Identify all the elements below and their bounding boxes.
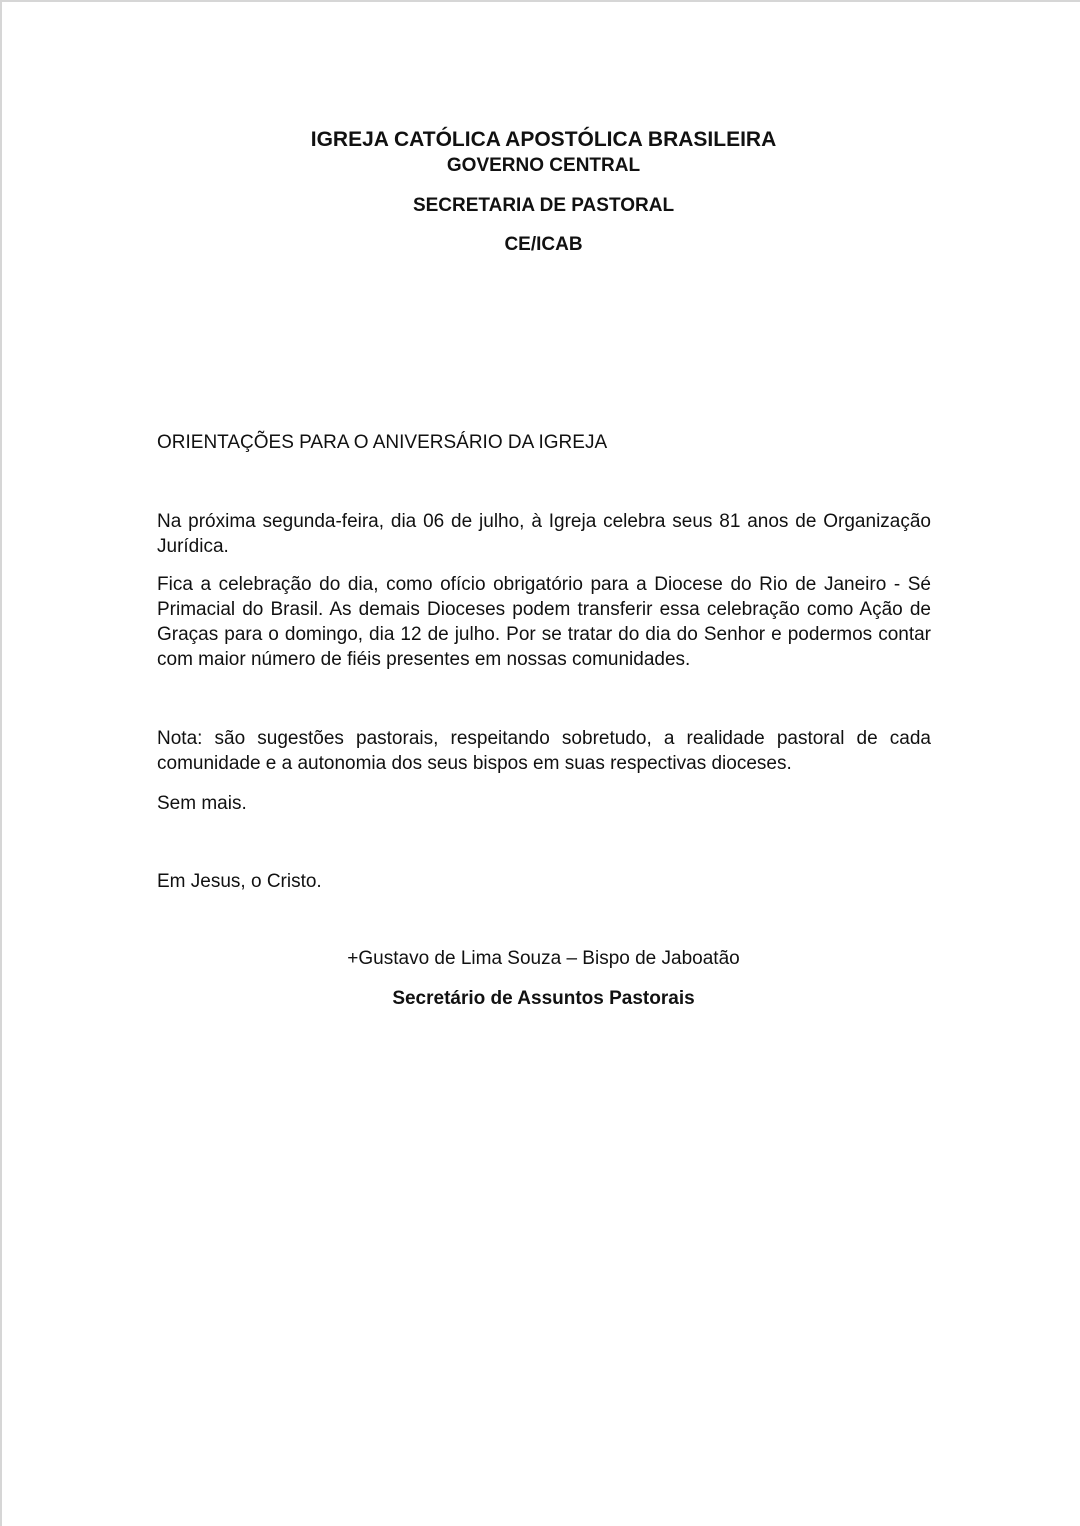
signature-name: +Gustavo de Lima Souza – Bispo de Jaboatão	[347, 948, 740, 969]
closing-line: Sem mais.	[157, 793, 247, 814]
valediction: Em Jesus, o Cristo.	[157, 871, 322, 892]
letter-subject: ORIENTAÇÕES PARA O ANIVERSÁRIO DA IGREJA	[157, 432, 608, 453]
government-subtitle: GOVERNO CENTRAL	[446, 155, 641, 176]
document-code: CE/ICAB	[504, 234, 583, 255]
note-paragraph: Nota: são sugestões pastorais, respeitando sobretudo, a realidade pastoral de cada comunidade e a autonomia dos seus bispos em suas respectivas dioceses.	[157, 728, 931, 774]
paragraph-2: Fica a celebração do dia, como ofício obrigatório para a Diocese do Rio de Janeiro - Sé Primacial do Brasil. As demais Dioceses podem transferir essa celebração como Ação de Graças para o domingo, dia 12 de julho. Por se tratar do dia do Senhor e podermos contar com maior número de fiéis presentes em nossas comunidades.	[157, 574, 931, 670]
organization-title: IGREJA CATÓLICA APOSTÓLICA BRASILEIRA	[310, 128, 777, 151]
signature-title: Secretário de Assuntos Pastorais	[392, 988, 695, 1009]
secretariat-title: SECRETARIA DE PASTORAL	[412, 195, 675, 216]
paragraph-1: Na próxima segunda-feira, dia 06 de julho, à Igreja celebra seus 81 anos de Organização Jurídica.	[157, 511, 931, 557]
